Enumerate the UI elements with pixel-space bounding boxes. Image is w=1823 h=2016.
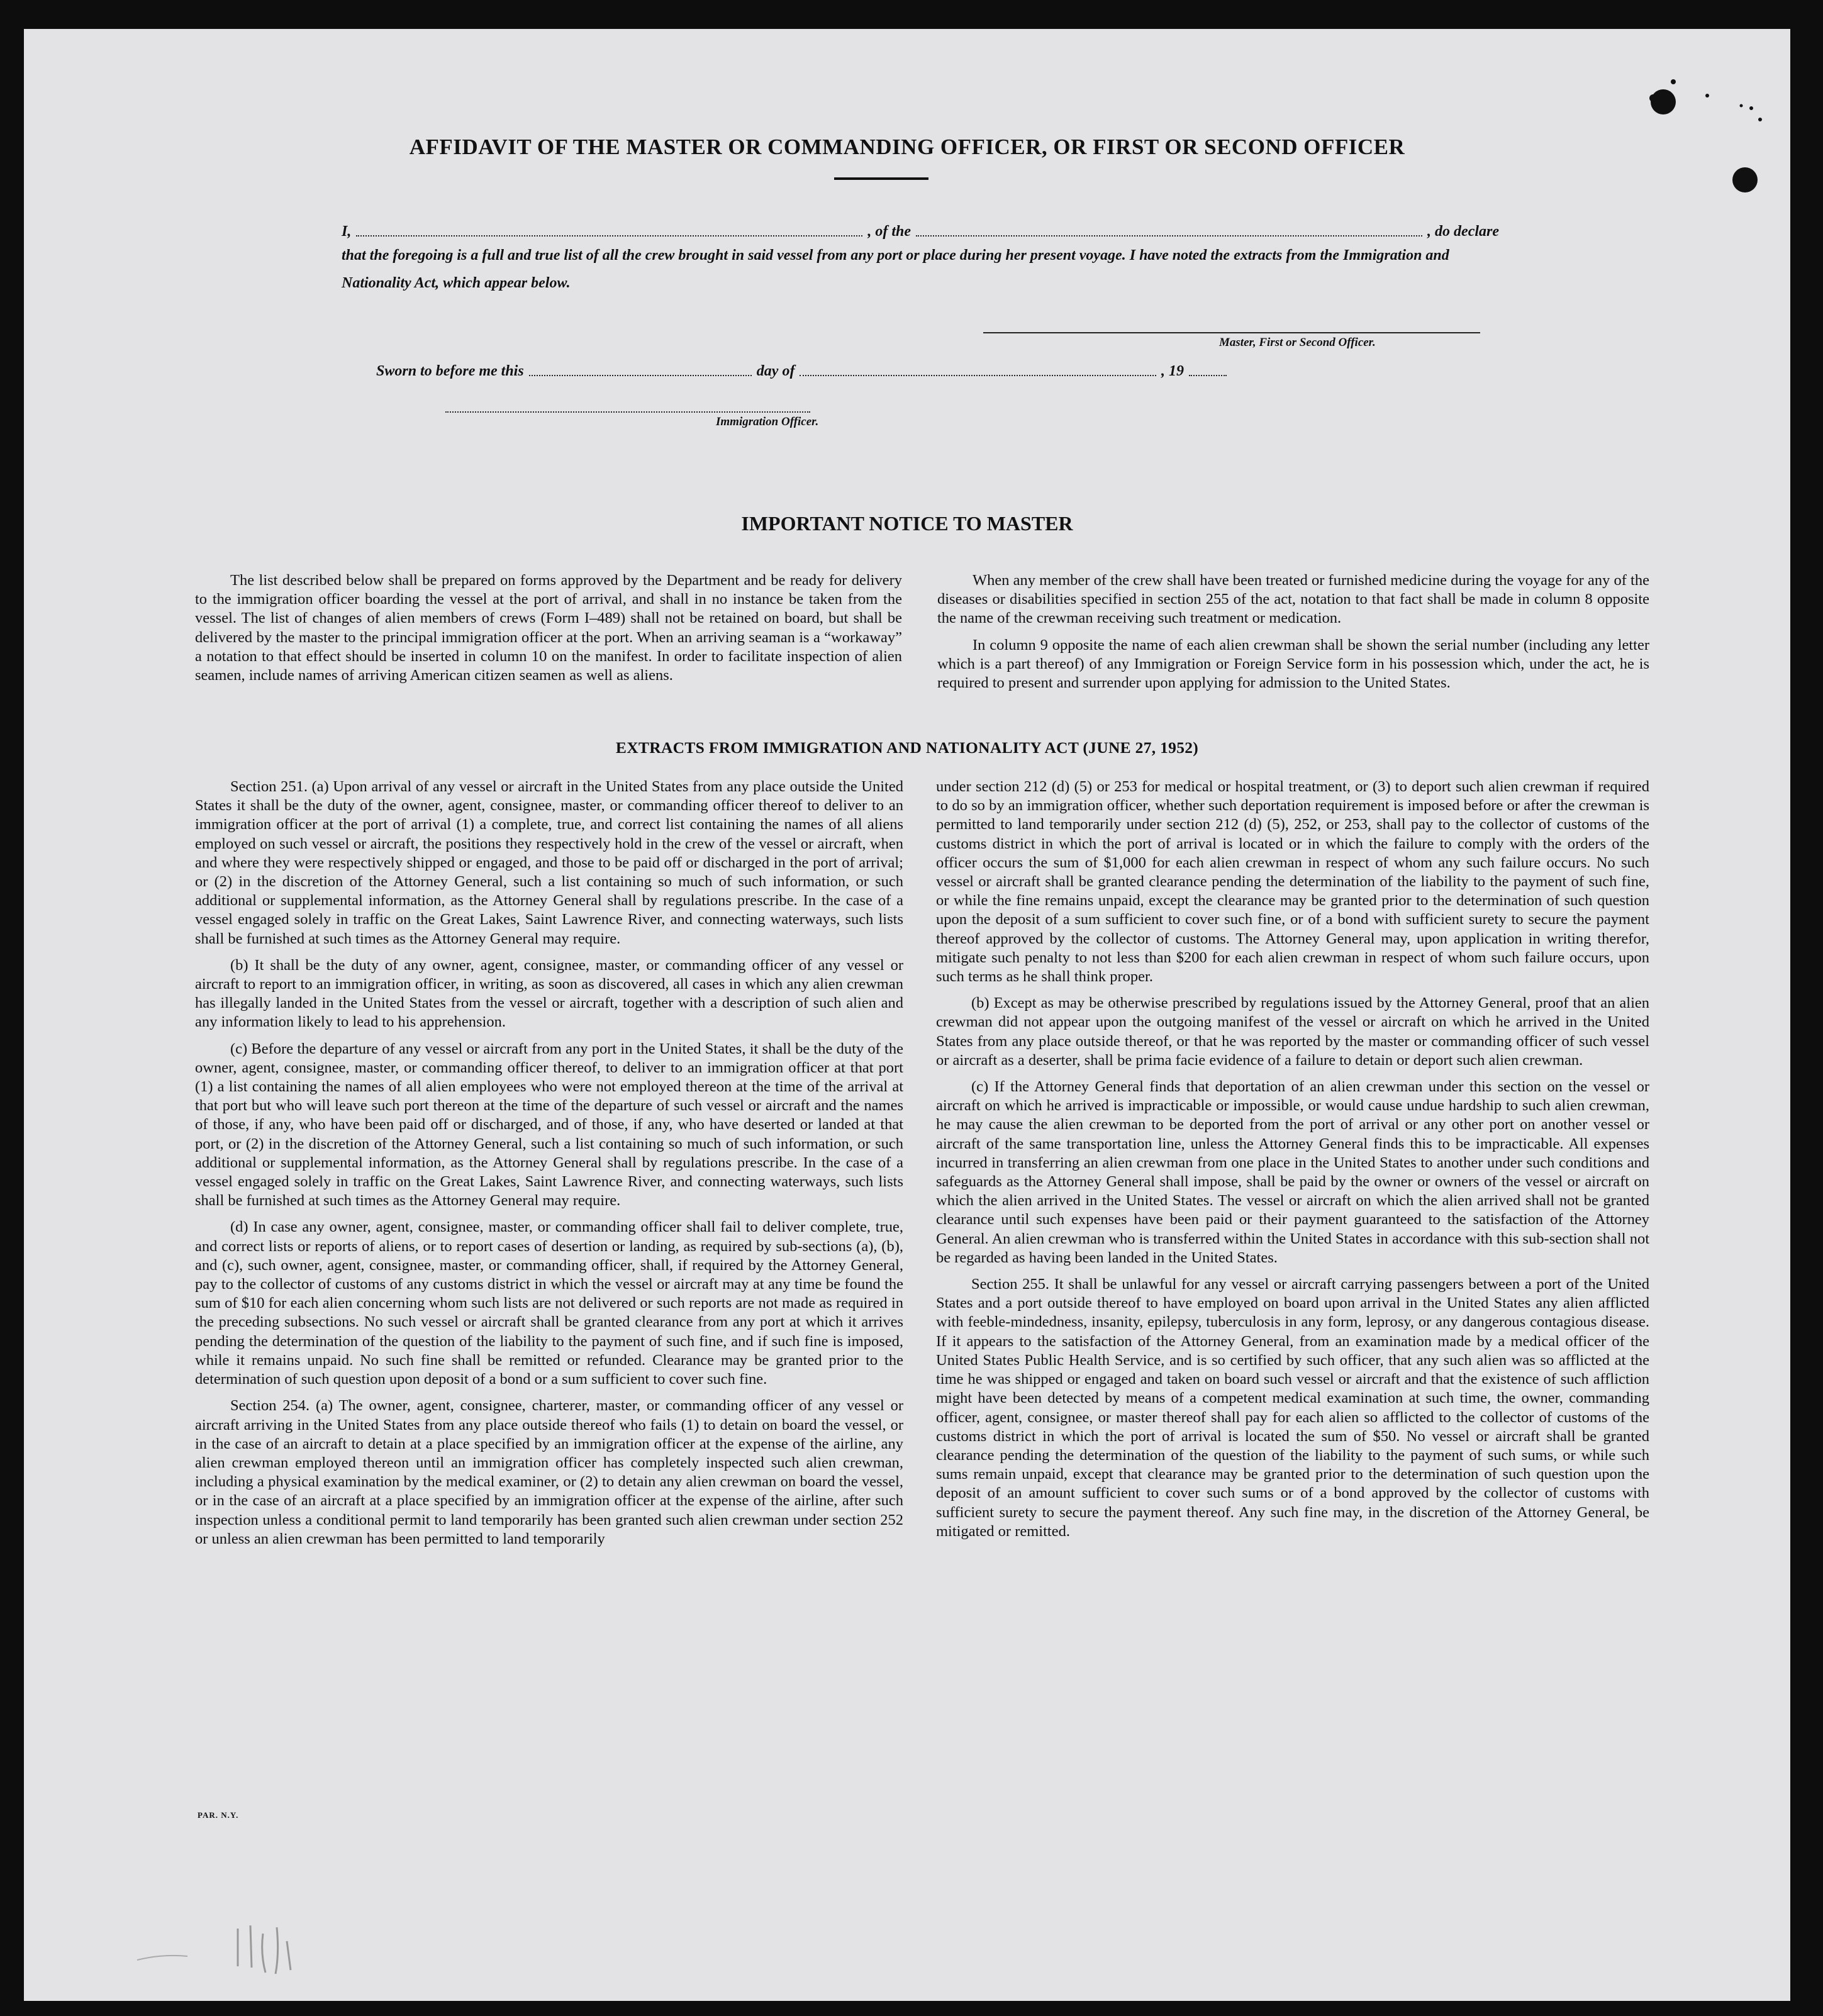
printer-mark: PAR. N.Y. xyxy=(198,1810,239,1820)
section-255: Section 255. It shall be unlawful for any vessel or aircraft carrying passengers between a port of the United States and a port outside thereof to have employed on board upon arrival in the United States any alien afflicted with feeble-mindedness, insanity, epilepsy, tuberculosis in any form, leprosy, or any dangerous contagious disease. If it appears to the satisfaction of the Attorney General, from an examination made by a medical officer of the United States Public Health Service, and is so certified by such officer, that any such alien was so afflicted at the time he was shipped or engaged and taken on board such vessel or aircraft and that the existence of such affliction might have been detected by means of a competent medical examination at such time, the owner, commanding officer, agent, consignee, or master thereof shall pay for each alien so afflicted to the collector of customs of the customs district in which the port of arrival is located the sum of $50. No vessel or aircraft shall be granted clearance pending the determination of the question of the liability to the payment of such sums, or while such sums remain unpaid, except that clearance may be granted prior to the determination of such question upon the deposit of an amount sufficient to cover such sums or of a bond approved by the collector of customs with sufficient surety to secure the payment thereof. Any such fine may, in the discretion of the Attorney General, be mitigated or remitted. xyxy=(936,1276,1649,1540)
extracts-right-column xyxy=(936,777,1649,1549)
master-signature-label: Master, First or Second Officer. xyxy=(1219,336,1376,349)
immigration-officer-signature-line[interactable] xyxy=(445,411,810,413)
name-field[interactable] xyxy=(356,235,862,237)
section-251-c: (c) Before the departure of any vessel or aircraft from any port in the United States, it shall be the duty of the owner, agent, consignee, master, or commanding officer thereof, to deliver to an immigration officer at that port (1) a list containing the names of all alien employees who were not employed thereon at the time of the arrival at that port but who will leave such port thereon at the time of the departure of such vessel or aircraft and the names of those, if any, who have been paid off or discharged, and of those, if any, who have deserted or landed at that port, or (2) in the discretion of the Attorney General, such a list containing so much of such information, or such additional or supplemental information, as the Attorney General shall by regulations prescribe. In the case of a vessel engaged solely in traffic on the Great Lakes, Saint Lawrence River, and connecting waterways, such lists shall be furnished at such times as the Attorney General may require. xyxy=(195,1040,903,1210)
sworn-year-field[interactable] xyxy=(1189,374,1227,376)
section-254-a-continued: under section 212 (d) (5) or 253 for medical or hospital treatment, or (3) to deport such alien crewman if required to do so by an immigration officer, whether such deportation requirement is imposed before or after the crewman is permitted to land temporarily under section 212 (d) (5), 252, or 253, shall pay to the collector of customs of the customs district in which the port of arrival is located or in which the failure to comply with the orders of the officer occurs the sum of $1,000 for each alien crewman in respect of whom any such failure occurs. No such vessel or aircraft shall be granted clearance pending the determination of the liability to the payment of such fine, or while the fine remains unpaid, except the clearance may be granted prior to the determination of such question upon the deposit of a sum sufficient to cover such fine, or of a bond with sufficient surety to secure the payment thereof approved by the collector of customs. The Attorney General may, upon application in writing therefor, mitigate such penalty to not less than $200 for each alien crewman in respect of whom such failure occurs, upon such terms as he shall think proper. xyxy=(936,778,1649,986)
declare-of-the: , of the xyxy=(867,223,912,240)
notice-left-column xyxy=(195,571,902,693)
declare-do-declare: , do declare xyxy=(1427,223,1500,240)
notice-title: IMPORTANT NOTICE TO MASTER xyxy=(741,512,1073,535)
sworn-year: , 19 xyxy=(1161,363,1184,379)
section-251-d: (d) In case any owner, agent, consignee, master, or commanding officer shall fail to deliver complete, true, and correct lists or reports of aliens, or to report cases of desertion or landing, as required by sub-sections (a), (b), and (c), such owner, agent, consignee, master, or commanding officer, shall, if required by the Attorney General, pay to the collector of customs of any customs district in which the vessel or aircraft may at any time be found the sum of $10 for each alien concerning whom such lists are not delivered or such reports are not made as required in the preceding subsections. No such vessel or aircraft shall be granted clearance from any port at which it arrives pending the determination of the question of the liability to the payment of such fine, and if such fine is imposed, while it remains unpaid. No such fine shall be remitted or refunded. Clearance may be granted prior to the determination of such question upon deposit of a bond or a sum sufficient to cover such fine. xyxy=(195,1218,903,1388)
section-251-a: Section 251. (a) Upon arrival of any vessel or aircraft in the United States from any place outside the United States it shall be the duty of the owner, agent, consignee, master, or commanding officer thereof to deliver to an immigration officer at the port of arrival (1) a complete, true, and correct list containing the names of all aliens employed on such vessel or aircraft, the positions they respectively hold in the crew of the vessel or aircraft, when and where they were respectively shipped or engaged, and those to be paid off or discharged in the port of arrival; or (2) in the discretion of the Attorney General, such a list containing so much of such information, or such additional or supplemental information, as the Attorney General shall by regulations prescribe. In the case of a vessel engaged solely in traffic on the Great Lakes, Saint Lawrence River, and connecting waterways, such lists shall be furnished at such times as the Attorney General may require. xyxy=(195,778,903,947)
declare-i: I, xyxy=(342,223,352,240)
affidavit-title: AFFIDAVIT OF THE MASTER OR COMMANDING OFFICER, OR FIRST OR SECOND OFFICER xyxy=(409,135,1405,159)
pencil-scribble xyxy=(112,1916,376,1985)
immigration-officer-label: Immigration Officer. xyxy=(716,415,819,428)
extracts-left-column xyxy=(195,777,903,1556)
sworn-month-field[interactable] xyxy=(800,374,1156,376)
extracts-title: EXTRACTS FROM IMMIGRATION AND NATIONALITY ACT (JUNE 27, 1952) xyxy=(615,738,1199,757)
section-254-a: Section 254. (a) The owner, agent, consignee, charterer, master, or commanding officer of any vessel or aircraft arriving in the United States from any place outside thereof who fails (1) to detain on board the vessel, or in the case of an aircraft to detain at a place specified by an immigration officer at the expense of the airline, any alien crewman employed thereon until an immigration officer has completely inspected such alien crewman, including a physical examination by the medical examiner, or (2) to detain any alien crewman on board the vessel, or in the case of an aircraft at a place specified by an immigration officer at the expense of the airline, after such inspection unless a conditional permit to land temporarily has been granted such alien crewman under section 252 or unless an alien crewman has been permitted to land temporarily xyxy=(195,1397,903,1547)
notice-right-column xyxy=(937,571,1649,700)
notice-left-paragraph: The list described below shall be prepared on forms approved by the Department and be ready for delivery to the immigration officer boarding the vessel at the port of arrival, and shall in no instance be taken from the vessel. The list of changes of alien members of crews (Form I–489) shall not be retained on board, but shall be delivered by the master to the principal immigration officer at the port. When an arriving seaman is a “workaway” a notation to that effect should be inserted in column 10 on the manifest. In order to facilitate inspection of alien seamen, include names of arriving American citizen seamen as well as aliens. xyxy=(195,572,902,684)
title-rule xyxy=(834,177,928,180)
notice-right-paragraph-2: In column 9 opposite the name of each alien crewman shall be shown the serial number (including any letter which is a part thereof) of any Immigration or Foreign Service form in his possession which, under the act, he is required to present and surrender upon applying for admission to the United States. xyxy=(937,636,1649,692)
section-251-b: (b) It shall be the duty of any owner, agent, consignee, master, or commanding officer of any vessel or aircraft to report to an immigration officer, in writing, as soon as discovered, all cases in which any alien crewman has illegally landed in the United States from the vessel or aircraft, together with a description of such alien and any information likely to lead to his apprehension. xyxy=(195,956,903,1031)
notice-right-paragraph-1: When any member of the crew shall have been treated or furnished medicine during the voyage for any of the diseases or disabilities specified in section 255 of the act, notation to that fact shall be made in column 8 opposite the name of the crewman receiving such treatment or medication. xyxy=(937,572,1649,627)
master-signature-line[interactable] xyxy=(983,332,1480,333)
sworn-line xyxy=(376,355,1232,380)
ink-spots xyxy=(1634,54,1785,199)
section-254-b: (b) Except as may be otherwise prescribed by regulations issued by the Attorney General, proof that an alien crewman did not appear upon the outgoing manifest of the vessel or aircraft on which he arrived in the United States from any place outside thereof, or that he was reported by the master or commanding officer of such vessel or aircraft as a deserter, shall be prima facie evidence of a failure to detain or deport such alien crewman. xyxy=(936,994,1649,1069)
declaration-line xyxy=(342,215,1499,240)
sworn-day-field[interactable] xyxy=(529,374,752,376)
declaration-text: that the foregoing is a full and true list of all the crew brought in said vessel from any port or place during her present voyage. I have noted the extracts from the Immigration and Nationality Act, which appear below. xyxy=(342,247,1449,291)
sworn-day-of: day of xyxy=(756,363,795,379)
sworn-prefix: Sworn to before me this xyxy=(376,363,524,379)
section-254-c: (c) If the Attorney General finds that deportation of an alien crewman under this section on the vessel or aircraft on which he arrived is impracticable or impossible, or would cause undue hardship to such alien crewman, he may cause the alien crewman to be deported from the port of arrival or any other port on another vessel or aircraft of the same transportation line, unless the Attorney General finds this to be impracticable. All expenses incurred in transferring an alien crewman from one place in the United States to another under such conditions and safeguards as the Attorney General shall impose, shall be paid by the owner or owners of the vessel or aircraft on which the alien arrived in the United States. The vessel or aircraft on which the alien arrived shall not be granted clearance until such expenses have been paid or their payment guaranteed to the satisfaction of the Attorney General. An alien crewman who is transferred within the United States in accordance with this sub-section shall not be regarded as having been landed in the United States. xyxy=(936,1078,1649,1266)
document-page xyxy=(24,29,1790,2001)
vessel-field[interactable] xyxy=(916,235,1422,237)
